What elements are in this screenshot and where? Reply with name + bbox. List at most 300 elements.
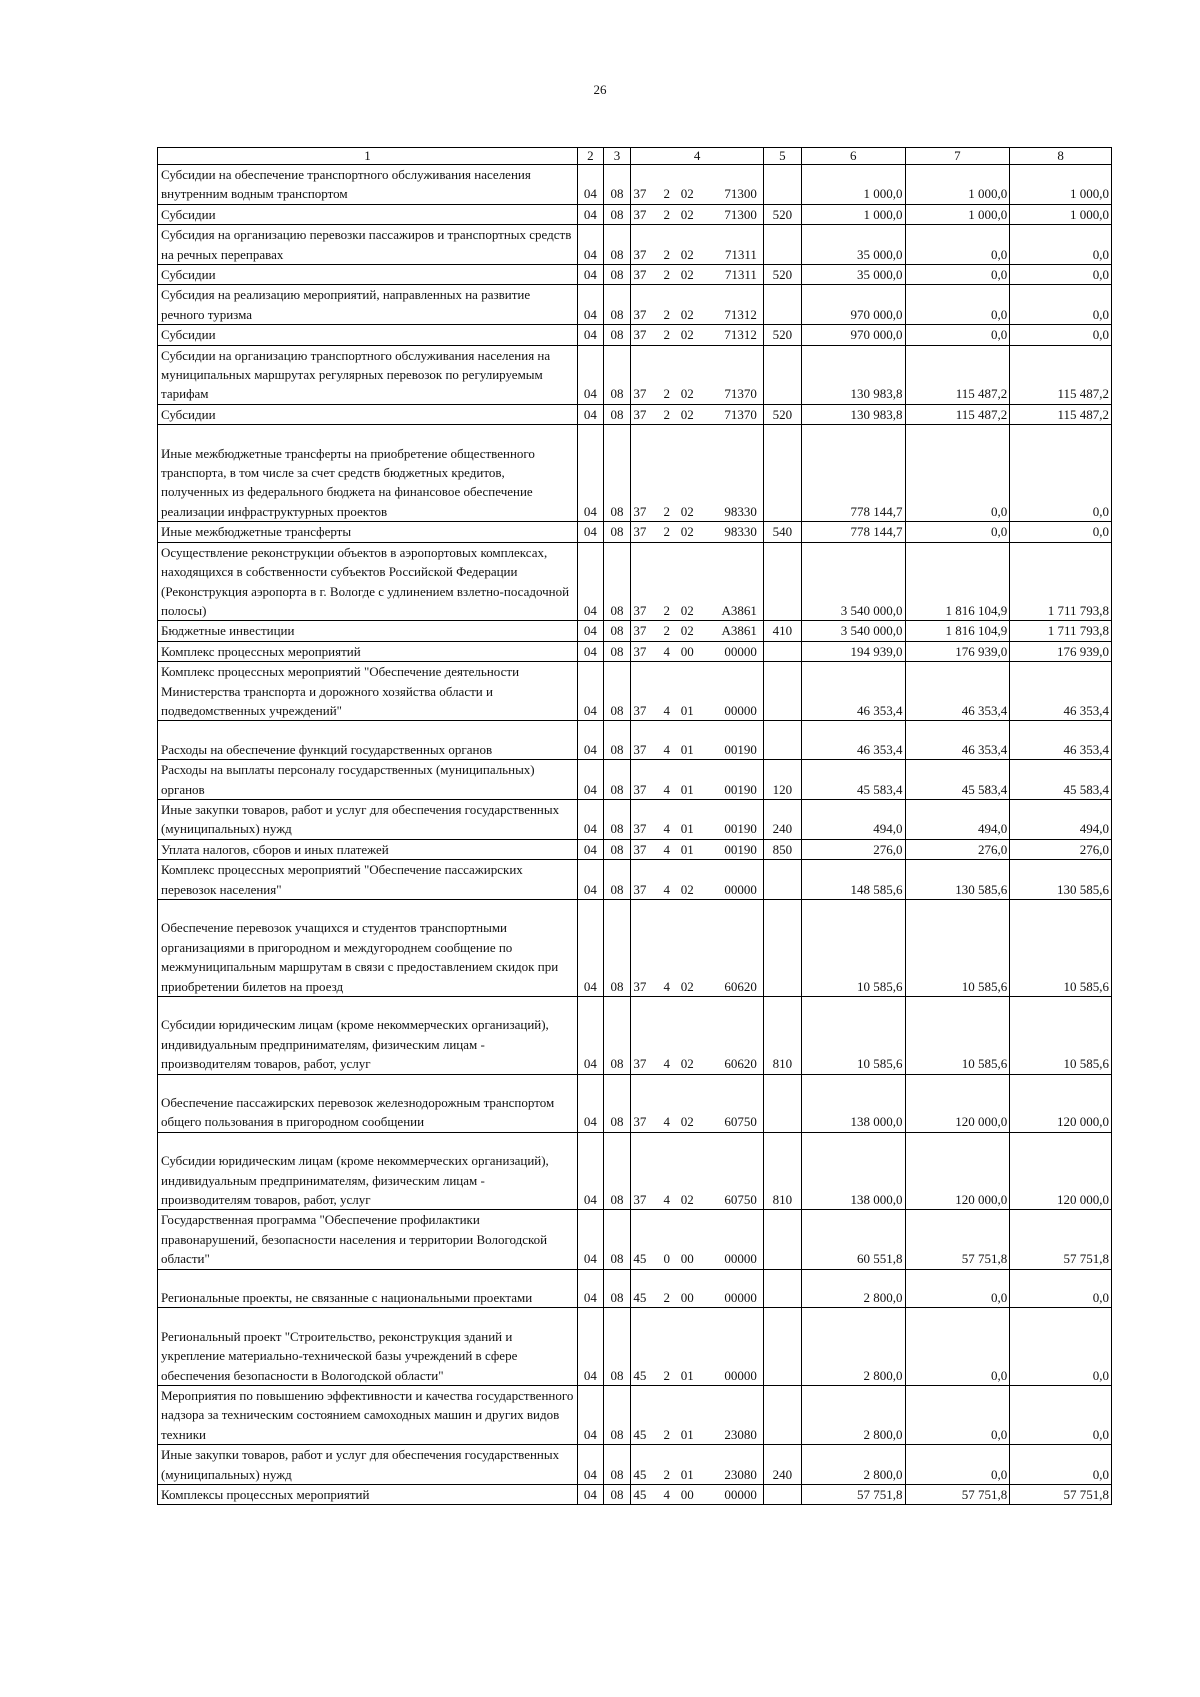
target-article-code [631,1132,763,1210]
direction-code: 71370 [724,406,757,422]
amount-col7: 1 816 104,9 [905,542,1010,621]
structure-code: 2 [663,406,671,422]
amount-col6: 2 800,0 [801,1385,905,1444]
program-code: 37 [633,741,647,757]
target-article-code [631,165,763,205]
element-code: 02 [680,1056,694,1072]
amount-col8: 46 353,4 [1010,721,1112,760]
program-code: 37 [633,643,647,659]
amount-col6: 778 144,7 [801,425,905,522]
row-name: Субсидии на организацию транспортного обслуживания населения на муниципальных маршрутах регулярных перевозок по регулируемым тарифам [158,345,578,404]
direction-code: 71312 [724,327,757,343]
structure-code: 2 [663,306,671,322]
expense-type-code [763,165,801,205]
program-code: 37 [633,781,647,797]
amount-col8: 0,0 [1010,225,1112,265]
amount-col7: 0,0 [905,1385,1010,1444]
element-code: 01 [680,821,694,837]
section-code: 04 [578,165,604,205]
element-code: 02 [680,623,694,639]
amount-col8: 1 711 793,8 [1010,621,1112,641]
subsection-code: 08 [603,1308,631,1386]
expense-type-code: 120 [763,760,801,800]
target-article-code [631,662,763,721]
amount-col7: 494,0 [905,799,1010,839]
direction-code: 60750 [724,1114,757,1130]
amount-col6: 138 000,0 [801,1074,905,1132]
target-article-code [631,225,763,265]
direction-code: 00000 [724,1251,757,1267]
element-code: 00 [680,1251,694,1267]
row-name: Комплекс процессных мероприятий [158,641,578,661]
element-code: 01 [680,781,694,797]
expense-type-code: 810 [763,996,801,1074]
program-code: 45 [633,1466,647,1482]
table-row [158,760,1112,800]
header-cell: 7 [905,148,1010,165]
target-article-code [631,1308,763,1386]
table-row [158,1074,1112,1132]
direction-code: 71311 [724,267,757,283]
amount-col6: 970 000,0 [801,285,905,325]
direction-code: 23080 [724,1466,757,1482]
amount-col8: 0,0 [1010,1385,1112,1444]
target-article-code [631,996,763,1074]
target-article-code [631,285,763,325]
section-code: 04 [578,839,604,859]
amount-col8: 57 751,8 [1010,1210,1112,1269]
program-code: 37 [633,623,647,639]
subsection-code: 08 [603,621,631,641]
expense-type-code: 520 [763,204,801,224]
row-name: Региональный проект "Строительство, реконструкция зданий и укрепление материально-технической базы учреждений в сфере обеспечения безопасности в Вологодской области" [158,1308,578,1386]
direction-code: 71300 [724,206,757,222]
subsection-code: 08 [603,1210,631,1269]
row-name: Субсидия на реализацию мероприятий, направленных на развитие речного туризма [158,285,578,325]
section-code: 04 [578,522,604,542]
element-code: 02 [680,246,694,262]
section-code: 04 [578,1210,604,1269]
structure-code: 4 [663,1191,671,1207]
structure-code: 4 [663,978,671,994]
amount-col6: 57 751,8 [801,1485,905,1505]
table-row [158,1445,1112,1485]
amount-col8: 0,0 [1010,425,1112,522]
expense-type-code [763,1269,801,1308]
target-article-code [631,425,763,522]
program-code: 37 [633,186,647,202]
amount-col8: 45 583,4 [1010,760,1112,800]
section-code: 04 [578,404,604,424]
expense-type-code [763,1485,801,1505]
table-row [158,799,1112,839]
subsection-code: 08 [603,1074,631,1132]
element-code: 02 [680,267,694,283]
amount-col7: 45 583,4 [905,760,1010,800]
element-code: 02 [680,386,694,402]
element-code: 02 [680,503,694,519]
structure-code: 4 [663,841,671,857]
section-code: 04 [578,996,604,1074]
structure-code: 2 [663,186,671,202]
subsection-code: 08 [603,325,631,345]
amount-col8: 0,0 [1010,325,1112,345]
direction-code: 00190 [724,821,757,837]
direction-code: А3861 [721,623,757,639]
amount-col8: 1 000,0 [1010,204,1112,224]
amount-col6: 3 540 000,0 [801,621,905,641]
section-code: 04 [578,1132,604,1210]
structure-code: 4 [663,881,671,897]
amount-col6: 494,0 [801,799,905,839]
direction-code: 00190 [724,781,757,797]
element-code: 02 [680,206,694,222]
row-name: Иные межбюджетные трансферты на приобретение общественного транспорта, в том числе за счет средств бюджетных кредитов, полученных из федерального бюджета на финансовое обеспечение реализации инфраструктурных проектов [158,425,578,522]
amount-col6: 276,0 [801,839,905,859]
section-code: 04 [578,860,604,900]
structure-code: 2 [663,206,671,222]
row-name: Обеспечение перевозок учащихся и студентов транспортными организациями в пригородном и междугороднем сообщение по межмуниципальным маршрутам в связи с предоставлением скидок при приобретении билетов на проезд [158,899,578,996]
expense-type-code: 520 [763,404,801,424]
subsection-code: 08 [603,225,631,265]
subsection-code: 08 [603,1385,631,1444]
amount-col8: 0,0 [1010,1269,1112,1308]
amount-col8: 276,0 [1010,839,1112,859]
section-code: 04 [578,542,604,621]
table-row [158,1308,1112,1386]
expense-type-code [763,1210,801,1269]
amount-col8: 0,0 [1010,1445,1112,1485]
table-row [158,1210,1112,1269]
target-article-code [631,839,763,859]
subsection-code: 08 [603,204,631,224]
table-row [158,662,1112,721]
element-code: 01 [680,1426,694,1442]
program-code: 45 [633,1367,647,1383]
amount-col7: 176 939,0 [905,641,1010,661]
subsection-code: 08 [603,799,631,839]
element-code: 02 [680,1191,694,1207]
direction-code: 00000 [724,643,757,659]
amount-col6: 3 540 000,0 [801,542,905,621]
expense-type-code: 520 [763,265,801,285]
amount-col8: 0,0 [1010,265,1112,285]
element-code: 00 [680,1487,694,1502]
row-name: Иные закупки товаров, работ и услуг для обеспечения государственных (муниципальных) нужд [158,1445,578,1485]
amount-col8: 120 000,0 [1010,1132,1112,1210]
amount-col8: 115 487,2 [1010,345,1112,404]
section-code: 04 [578,1385,604,1444]
amount-col8: 176 939,0 [1010,641,1112,661]
subsection-code: 08 [603,1269,631,1308]
amount-col8: 0,0 [1010,1308,1112,1386]
subsection-code: 08 [603,345,631,404]
target-article-code [631,860,763,900]
program-code: 37 [633,306,647,322]
element-code: 02 [680,881,694,897]
amount-col6: 1 000,0 [801,204,905,224]
element-code: 00 [680,1289,694,1305]
program-code: 37 [633,1056,647,1072]
table-row [158,204,1112,224]
target-article-code [631,345,763,404]
element-code: 02 [680,406,694,422]
structure-code: 2 [663,623,671,639]
table-row [158,165,1112,205]
amount-col7: 1 816 104,9 [905,621,1010,641]
header-cell: 8 [1010,148,1112,165]
structure-code: 4 [663,702,671,718]
amount-col7: 10 585,6 [905,996,1010,1074]
amount-col7: 115 487,2 [905,345,1010,404]
direction-code: 00190 [724,841,757,857]
page-number: 26 [593,82,607,97]
target-article-code [631,799,763,839]
row-name: Субсидии [158,204,578,224]
table-row [158,345,1112,404]
table-row [158,899,1112,996]
table-row [158,839,1112,859]
structure-code: 2 [663,1367,671,1383]
table-row [158,225,1112,265]
direction-code: 00000 [724,1289,757,1305]
amount-col8: 57 751,8 [1010,1485,1112,1505]
amount-col7: 0,0 [905,1445,1010,1485]
subsection-code: 08 [603,721,631,760]
structure-code: 2 [663,1426,671,1442]
subsection-code: 08 [603,662,631,721]
section-code: 04 [578,1445,604,1485]
table-row [158,641,1112,661]
direction-code: 60620 [724,1056,757,1072]
amount-col6: 10 585,6 [801,996,905,1074]
subsection-code: 08 [603,899,631,996]
target-article-code [631,522,763,542]
row-name: Иные закупки товаров, работ и услуг для обеспечения государственных (муниципальных) нужд [158,799,578,839]
program-code: 37 [633,327,647,343]
section-code: 04 [578,721,604,760]
table-row [158,860,1112,900]
program-code: 37 [633,386,647,402]
row-name: Субсидии на обеспечение транспортного обслуживания населения внутренним водным транспортом [158,165,578,205]
program-code: 37 [633,841,647,857]
target-article-code [631,899,763,996]
section-code: 04 [578,265,604,285]
amount-col6: 130 983,8 [801,404,905,424]
expense-type-code [763,425,801,522]
subsection-code: 08 [603,1132,631,1210]
amount-col6: 2 800,0 [801,1308,905,1386]
amount-col8: 1 711 793,8 [1010,542,1112,621]
subsection-code: 08 [603,1445,631,1485]
row-name: Расходы на обеспечение функций государственных органов [158,721,578,760]
target-article-code [631,721,763,760]
amount-col6: 1 000,0 [801,165,905,205]
amount-col6: 2 800,0 [801,1269,905,1308]
row-name: Расходы на выплаты персоналу государственных (муниципальных) органов [158,760,578,800]
amount-col7: 1 000,0 [905,204,1010,224]
row-name: Субсидии [158,404,578,424]
direction-code: 00000 [724,1487,757,1502]
subsection-code: 08 [603,1485,631,1505]
amount-col7: 115 487,2 [905,404,1010,424]
expense-type-code [763,641,801,661]
amount-col7: 0,0 [905,425,1010,522]
amount-col7: 120 000,0 [905,1132,1010,1210]
program-code: 37 [633,1114,647,1130]
row-name: Субсидии [158,325,578,345]
target-article-code [631,641,763,661]
subsection-code: 08 [603,285,631,325]
structure-code: 2 [663,1466,671,1482]
element-code: 02 [680,306,694,322]
direction-code: А3861 [721,602,757,618]
amount-col8: 0,0 [1010,285,1112,325]
header-cell: 2 [578,148,604,165]
expense-type-code: 810 [763,1132,801,1210]
structure-code: 4 [663,1056,671,1072]
direction-code: 00190 [724,741,757,757]
structure-code: 2 [663,327,671,343]
target-article-code [631,1385,763,1444]
header-cell: 1 [158,148,578,165]
section-code: 04 [578,1308,604,1386]
row-name: Субсидии [158,265,578,285]
section-code: 04 [578,345,604,404]
element-code: 02 [680,524,694,540]
table-body [158,165,1112,1505]
row-name: Бюджетные инвестиции [158,621,578,641]
table-row [158,1485,1112,1505]
target-article-code [631,1210,763,1269]
direction-code: 71370 [724,386,757,402]
subsection-code: 08 [603,760,631,800]
subsection-code: 08 [603,165,631,205]
amount-col7: 120 000,0 [905,1074,1010,1132]
expense-type-code [763,225,801,265]
program-code: 37 [633,206,647,222]
amount-col6: 148 585,6 [801,860,905,900]
amount-col7: 46 353,4 [905,662,1010,721]
table-row [158,404,1112,424]
section-code: 04 [578,799,604,839]
direction-code: 98330 [724,503,757,519]
direction-code: 71312 [724,306,757,322]
direction-code: 00000 [724,881,757,897]
program-code: 45 [633,1426,647,1442]
row-name: Иные межбюджетные трансферты [158,522,578,542]
row-name: Государственная программа "Обеспечение профилактики правонарушений, безопасности населения и территории Вологодской области" [158,1210,578,1269]
program-code: 37 [633,406,647,422]
target-article-code [631,621,763,641]
row-name: Субсидии юридическим лицам (кроме некоммерческих организаций), индивидуальным предпринимателям, физическим лицам - производителям товаров, работ, услуг [158,1132,578,1210]
amount-col6: 35 000,0 [801,225,905,265]
structure-code: 2 [663,503,671,519]
amount-col8: 10 585,6 [1010,996,1112,1074]
expense-type-code [763,1385,801,1444]
subsection-code: 08 [603,641,631,661]
table-header-row [158,148,1112,165]
subsection-code: 08 [603,404,631,424]
program-code: 37 [633,503,647,519]
subsection-code: 08 [603,839,631,859]
program-code: 37 [633,978,647,994]
row-name: Уплата налогов, сборов и иных платежей [158,839,578,859]
program-code: 37 [633,881,647,897]
amount-col6: 2 800,0 [801,1445,905,1485]
direction-code: 71300 [724,186,757,202]
element-code: 01 [680,841,694,857]
amount-col8: 130 585,6 [1010,860,1112,900]
row-name: Комплексы процессных мероприятий [158,1485,578,1505]
expense-type-code [763,345,801,404]
element-code: 01 [680,1466,694,1482]
structure-code: 4 [663,1487,671,1502]
structure-code: 2 [663,524,671,540]
amount-col7: 0,0 [905,1269,1010,1308]
section-code: 04 [578,425,604,522]
table-row [158,522,1112,542]
row-name: Комплекс процессных мероприятий "Обеспечение деятельности Министерства транспорта и дорожного хозяйства области и подведомственных учреждений" [158,662,578,721]
subsection-code: 08 [603,265,631,285]
row-name: Мероприятия по повышению эффективности и качества государственного надзора за техническим состоянием самоходных машин и других видов техники [158,1385,578,1444]
expense-type-code: 520 [763,325,801,345]
amount-col6: 970 000,0 [801,325,905,345]
element-code: 01 [680,702,694,718]
program-code: 37 [633,267,647,283]
section-code: 04 [578,899,604,996]
structure-code: 2 [663,1289,671,1305]
table-row [158,542,1112,621]
structure-code: 4 [663,741,671,757]
expense-type-code [763,721,801,760]
section-code: 04 [578,1269,604,1308]
amount-col8: 115 487,2 [1010,404,1112,424]
structure-code: 4 [663,821,671,837]
target-article-code [631,760,763,800]
direction-code: 00000 [724,1367,757,1383]
element-code: 01 [680,741,694,757]
structure-code: 4 [663,781,671,797]
program-code: 37 [633,702,647,718]
amount-col6: 46 353,4 [801,662,905,721]
table-row [158,996,1112,1074]
program-code: 37 [633,246,647,262]
amount-col6: 130 983,8 [801,345,905,404]
amount-col6: 60 551,8 [801,1210,905,1269]
section-code: 04 [578,760,604,800]
table-row [158,721,1112,760]
expense-type-code [763,542,801,621]
program-code: 37 [633,821,647,837]
subsection-code: 08 [603,542,631,621]
direction-code: 60750 [724,1191,757,1207]
program-code: 37 [633,524,647,540]
section-code: 04 [578,325,604,345]
section-code: 04 [578,641,604,661]
amount-col6: 35 000,0 [801,265,905,285]
table-row [158,1269,1112,1308]
header-cell: 5 [763,148,801,165]
amount-col7: 46 353,4 [905,721,1010,760]
amount-col8: 494,0 [1010,799,1112,839]
structure-code: 0 [663,1251,671,1267]
structure-code: 2 [663,246,671,262]
row-name: Субсидия на организацию перевозки пассажиров и транспортных средств на речных переправах [158,225,578,265]
target-article-code [631,265,763,285]
amount-col8: 120 000,0 [1010,1074,1112,1132]
amount-col7: 0,0 [905,1308,1010,1386]
